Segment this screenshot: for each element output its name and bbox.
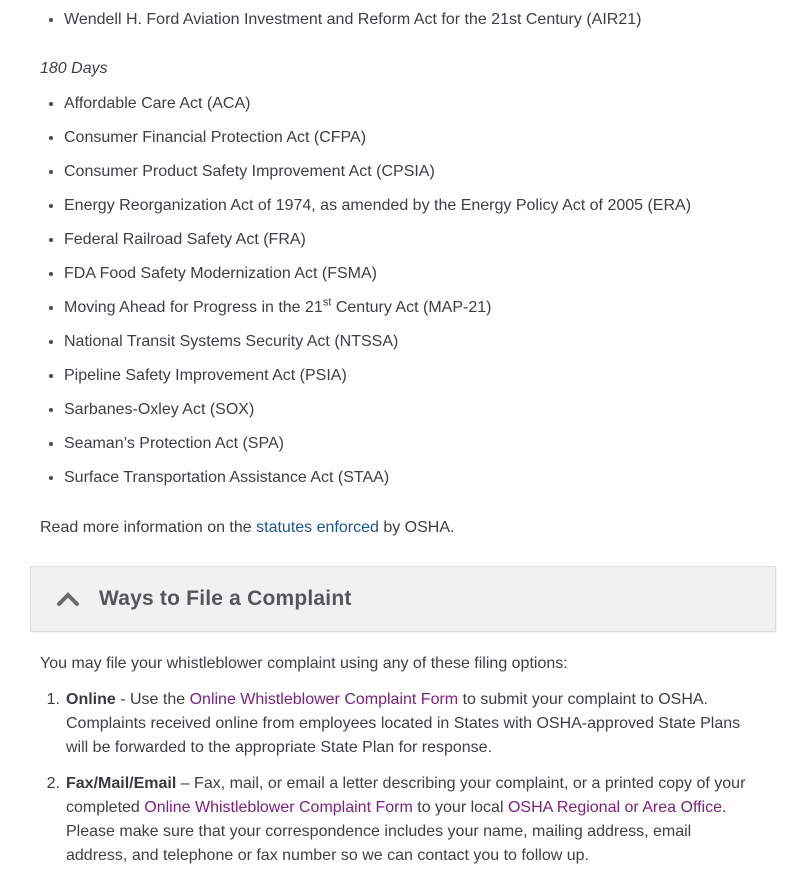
statute-list-top (0, 8, 786, 32)
accordion-header-ways-to-file[interactable] (30, 566, 776, 632)
list-number: 2. (46, 775, 60, 792)
list-item (64, 296, 746, 320)
filing-option-fax-mail-email (46, 772, 748, 868)
list-item-text: Moving Ahead for Progress in the 21 (64, 299, 323, 316)
list-item (64, 466, 746, 490)
option-text: to your local (412, 799, 508, 816)
list-item (64, 194, 746, 218)
option-lead: Online (66, 691, 116, 708)
option-text: to submit your complaint to OSHA. Complaints received online from employees located in States with OSHA-approved State Plans will be forwarded to the appropriate State Plan for response. (66, 691, 741, 756)
list-item-text: Century Act (MAP-21) (331, 299, 492, 316)
list-item-text: Surface Transportation Assistance Act (STAA) (64, 469, 390, 486)
list-item (64, 330, 746, 354)
option-text: . Please make sure that your correspondence includes your name, mailing address, email address, and telephone or fax number so we can contact you to follow up. (66, 799, 727, 864)
list-item-text: Energy Reorganization Act of 1974, as amended by the Energy Policy Act of 2005 (ERA) (64, 197, 692, 214)
online-complaint-form-link[interactable]: Online Whistleblower Complaint Form (189, 691, 459, 708)
chevron-up-icon (56, 592, 80, 607)
ordinal-superscript: st (322, 296, 332, 309)
statutes-enforced-link[interactable]: statutes enforced (256, 519, 379, 536)
filing-intro (40, 652, 746, 676)
list-item (64, 8, 746, 32)
option-text: – Fax, mail, or email a letter describing your complaint, or a printed copy of your completed (66, 775, 746, 816)
filing-option-online (46, 688, 748, 760)
list-item-text: Seaman’s Protection Act (SPA) (64, 435, 284, 452)
list-item-text: Consumer Product Safety Improvement Act (CPSIA) (64, 163, 435, 180)
deadline-heading-text: 180 Days (40, 60, 108, 77)
accordion-title: Ways to File a Complaint (99, 587, 352, 610)
list-item (64, 228, 746, 252)
online-complaint-form-link[interactable]: Online Whistleblower Complaint Form (144, 799, 413, 816)
read-more-text: Read more information on the (40, 519, 257, 536)
filing-intro-text: You may file your whistleblower complaint using any of these filing options: (40, 655, 568, 672)
list-item-text: FDA Food Safety Modernization Act (FSMA) (64, 265, 378, 282)
list-item (64, 262, 746, 286)
list-item-text: National Transit Systems Security Act (NTSSA) (64, 333, 399, 350)
list-item (64, 364, 746, 388)
list-item-text: Sarbanes-Oxley Act (SOX) (64, 401, 255, 418)
list-item (64, 432, 746, 456)
deadline-heading (40, 57, 746, 81)
read-more-text: by OSHA. (378, 519, 455, 536)
option-lead: Fax/Mail/Email (66, 775, 177, 792)
filing-options-list (0, 688, 786, 868)
list-item-text: Affordable Care Act (ACA) (64, 95, 251, 112)
osha-regional-office-link[interactable]: OSHA Regional or Area Office (507, 799, 722, 816)
list-item (64, 398, 746, 422)
list-item (64, 126, 746, 150)
list-item-text: Consumer Financial Protection Act (CFPA) (64, 129, 367, 146)
list-item (64, 92, 746, 116)
list-number: 1. (46, 691, 60, 708)
statute-list-180-days (0, 92, 786, 490)
list-item (64, 160, 746, 184)
list-item-text: Federal Railroad Safety Act (FRA) (64, 231, 306, 248)
list-item-text: Wendell H. Ford Aviation Investment and Reform Act for the 21st Century (AIR21) (64, 11, 642, 28)
read-more-paragraph (40, 516, 746, 540)
list-item-text: Pipeline Safety Improvement Act (PSIA) (64, 367, 347, 384)
option-text: - Use the (115, 691, 190, 708)
